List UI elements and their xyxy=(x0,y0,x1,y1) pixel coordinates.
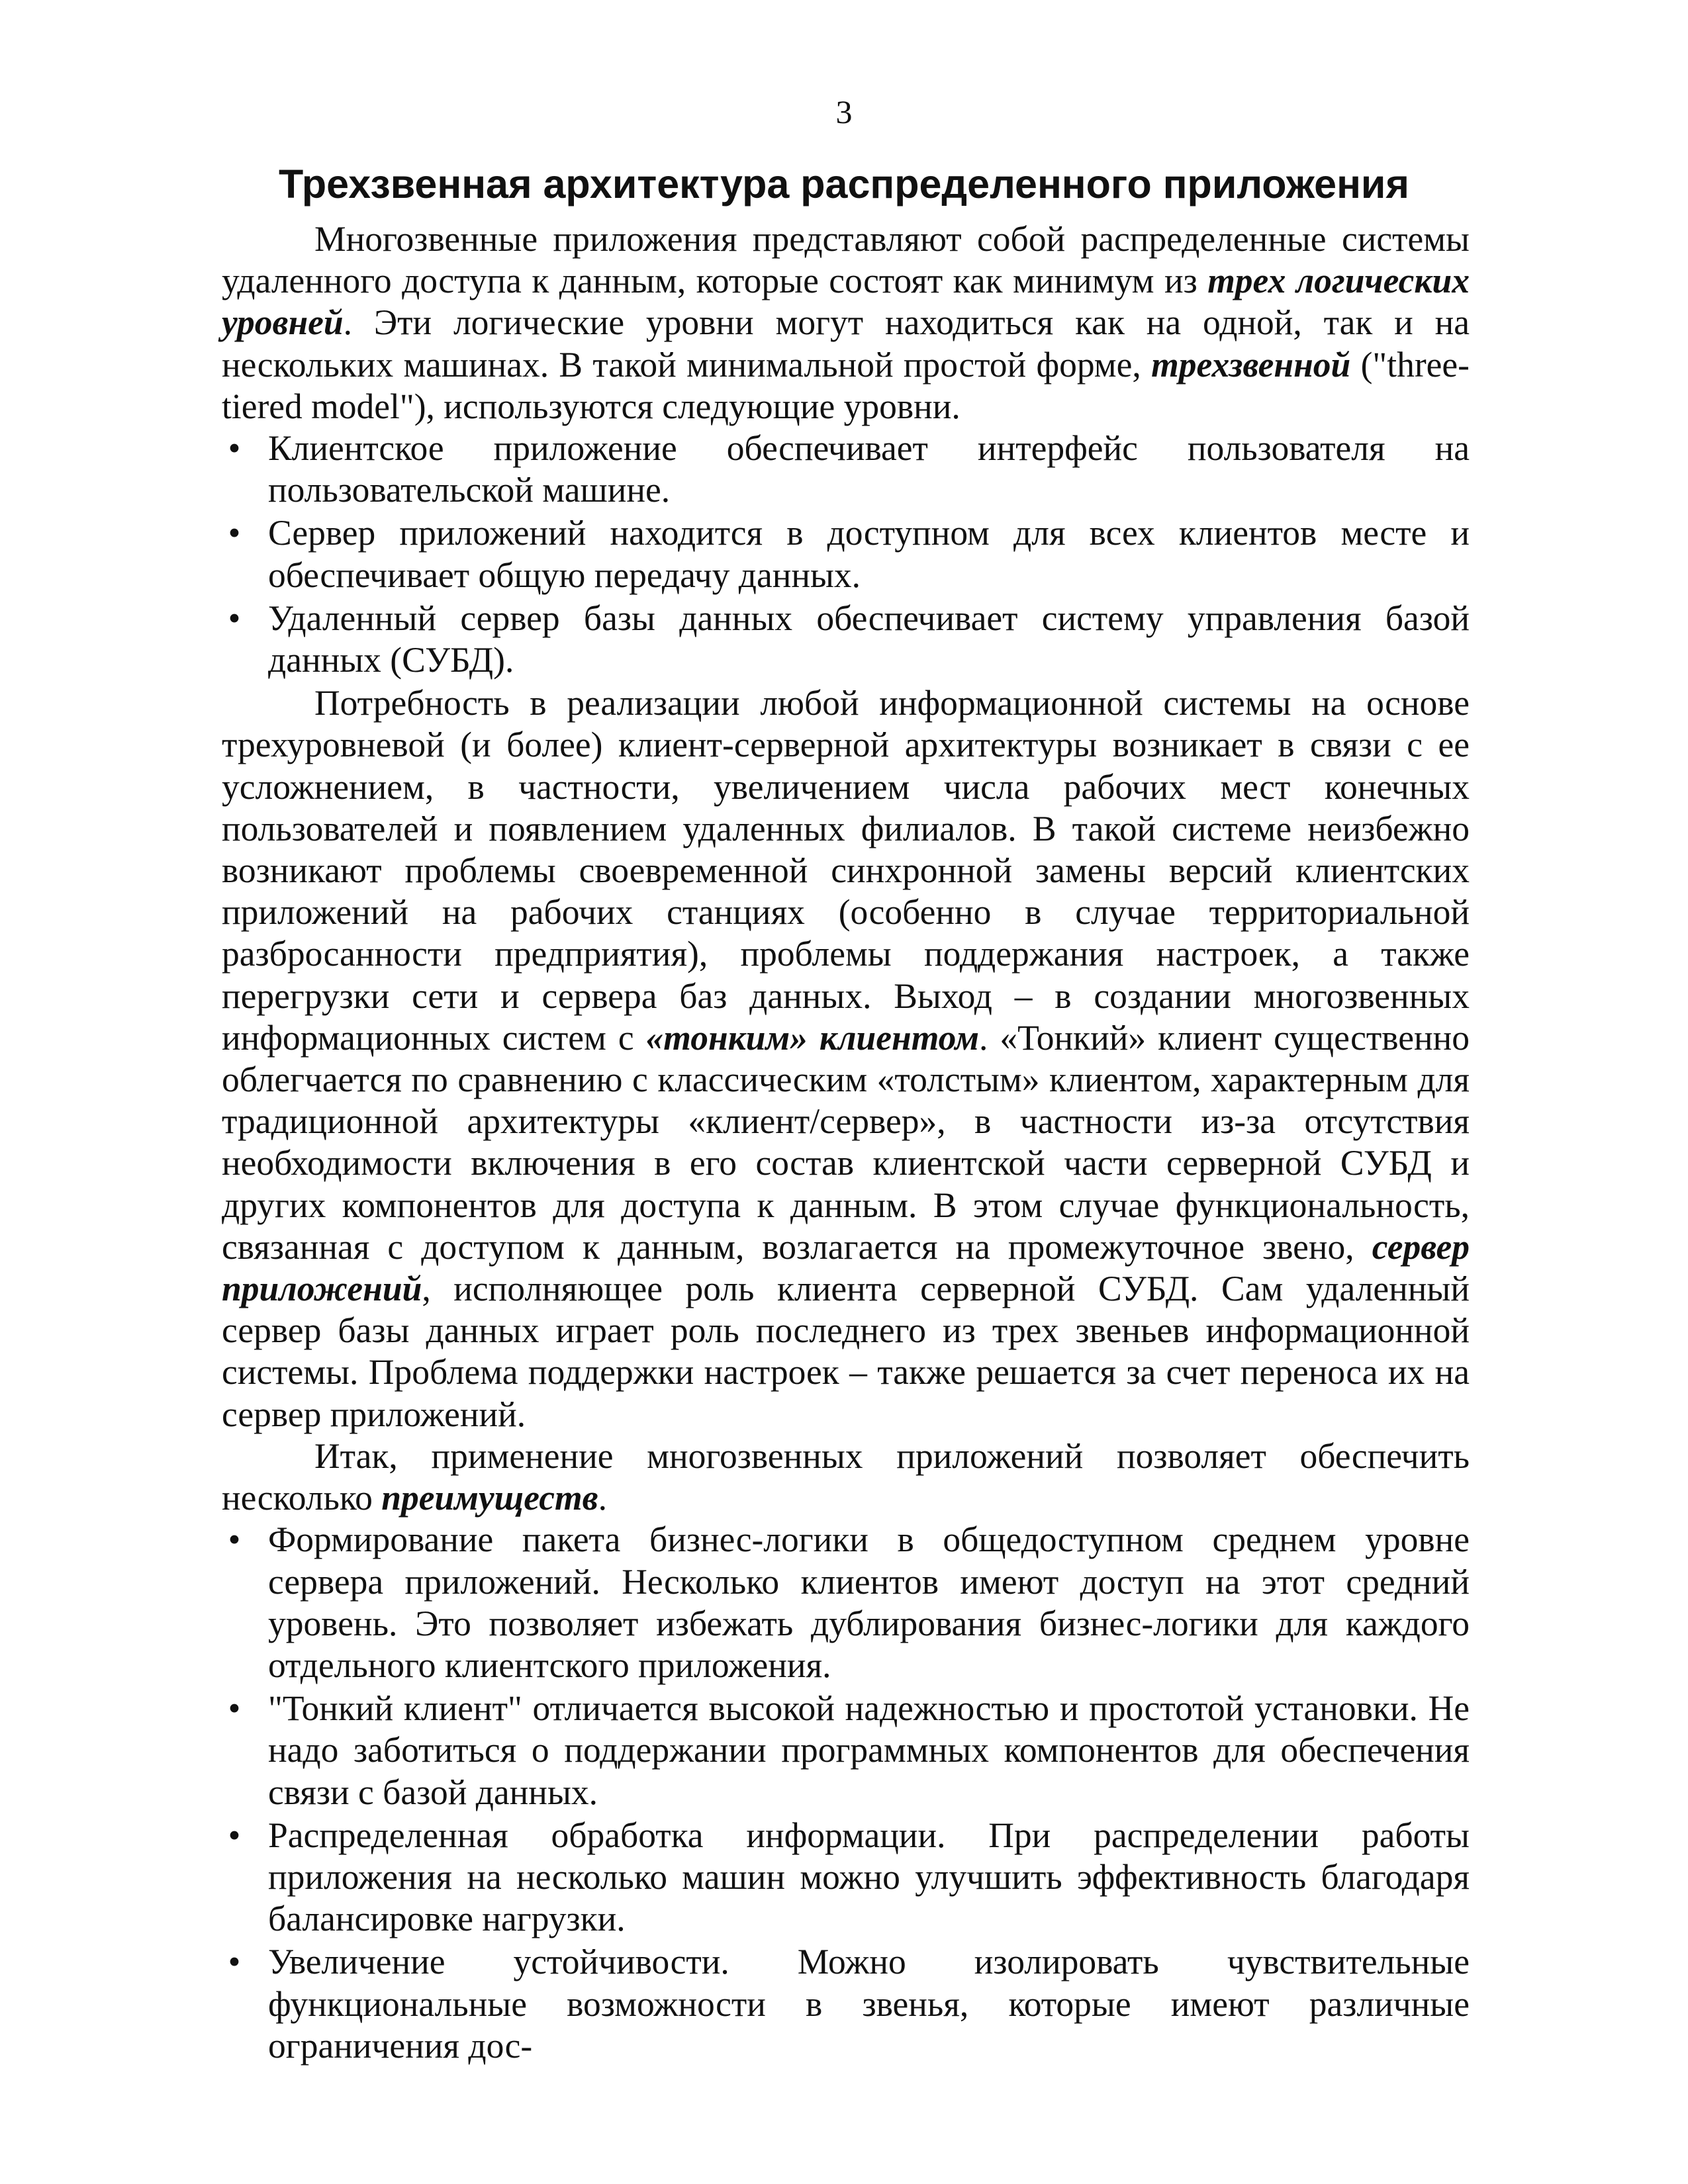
advantages-list xyxy=(222,1519,1470,2067)
intro-paragraph xyxy=(222,218,1470,428)
bullet-icon: • xyxy=(228,1520,241,1560)
need-text-3: , исполняющее роль клиента серверной СУБД. Сам удаленный сервер базы данных играет роль последнего из трех звеньев информационной системы. Проблема поддержки настроек – также решается за счет переноса их на сервер приложений. xyxy=(222,1269,1470,1434)
intro-text-3: ("three-tiered model"), используются следующие уровни. xyxy=(222,344,1470,426)
list-item-text: Удаленный сервер базы данных обеспечивает систему управления базой данных (СУБД). xyxy=(268,598,1470,680)
need-paragraph xyxy=(222,682,1470,1435)
bullet-icon: • xyxy=(228,1688,241,1729)
bullet-icon: • xyxy=(228,513,241,553)
term-advantages: преимуществ xyxy=(381,1478,598,1518)
list-item-text: "Тонкий клиент" отличается высокой надежностью и простотой установки. Не надо заботиться о поддержании программных компонентов для обеспечения связи с базой данных. xyxy=(268,1688,1470,1812)
list-item xyxy=(222,512,1470,596)
bullet-icon: • xyxy=(228,598,241,638)
bullet-icon: • xyxy=(228,428,241,469)
list-item xyxy=(222,428,1470,511)
summary-text-1: Итак, применение многозвенных приложений позволяет обеспечить несколько xyxy=(222,1435,1470,1518)
body-text xyxy=(222,218,1470,2068)
page-number: 3 xyxy=(835,93,853,130)
list-item-text: Клиентское приложение обеспечивает интерфейс пользователя на пользовательской машине. xyxy=(268,428,1470,510)
need-text-1: Потребность в реализации любой информационной системы на основе трехуровневой (и более) клиент-серверной архитектуры возникает в связи с ее усложнением, в частности, увеличением числа рабочих мест конечных пользователей и появлением удаленных филиалов. В такой системе неизбежно возникают проблемы своевременной синхронной замены версий клиентских приложений на рабочих станциях (особенно в случае территориальной разбросанности предприятия), проблемы поддержания настроек, а также перегрузки сети и сервера баз данных. Выход – в создании многозвенных информационных систем с xyxy=(222,683,1470,1058)
term-three-tier: трехзвенной xyxy=(1151,344,1351,385)
term-three-levels: трех логических уровней xyxy=(222,261,1470,343)
list-item xyxy=(222,1688,1470,1813)
page-title: Трехзвенная архитектура распределенного приложения xyxy=(278,161,1410,206)
list-item xyxy=(222,1815,1470,1940)
term-app-server: сервер приложений xyxy=(222,1226,1470,1309)
list-item xyxy=(222,598,1470,681)
list-item-text: Формирование пакета бизнес-логики в общедоступном среднем уровне сервера приложений. Несколько клиентов имеют доступ на этот средний уровень. Это позволяет избежать дублирования бизнес-логики для каждого отдельного клиентского приложения. xyxy=(268,1520,1470,1685)
list-item-text: Сервер приложений находится в доступном для всех клиентов месте и обеспечивает общую передачу данных. xyxy=(268,513,1470,595)
summary-text-2: . xyxy=(598,1478,607,1518)
need-text-2: . «Тонкий» клиент существенно облегчается по сравнению с классическим «толстым» клиентом, характерным для традиционной архитектуры «клиент/сервер», в частности из-за отсутствия необходимости включения в его состав клиентской части серверной СУБД и других компонентов для доступа к данным. В этом случае функциональность, связанная с доступом к данным, возлагается на промежуточное звено, xyxy=(222,1017,1470,1267)
summary-paragraph xyxy=(222,1435,1470,1519)
term-thin-client: «тонким» клиентом xyxy=(645,1017,979,1058)
list-item xyxy=(222,1941,1470,2067)
intro-text-2: . Эти логические уровни могут находиться как на одной, так и на нескольких машинах. В такой минимальной простой форме, xyxy=(222,302,1470,385)
list-item-text: Увеличение устойчивости. Можно изолировать чувствительные функциональные возможности в звенья, которые имеют различные ограничения дос- xyxy=(268,1942,1470,2066)
bullet-icon: • xyxy=(228,1815,241,1855)
bullet-icon: • xyxy=(228,1942,241,1982)
intro-text-1: Многозвенные приложения представляют собой распределенные системы удаленного доступа к данным, которые состоят как минимум из xyxy=(222,219,1470,301)
levels-list xyxy=(222,428,1470,681)
list-item-text: Распределенная обработка информации. При распределении работы приложения на несколько машин можно улучшить эффективность благодаря балансировке нагрузки. xyxy=(268,1815,1470,1939)
list-item xyxy=(222,1519,1470,1686)
